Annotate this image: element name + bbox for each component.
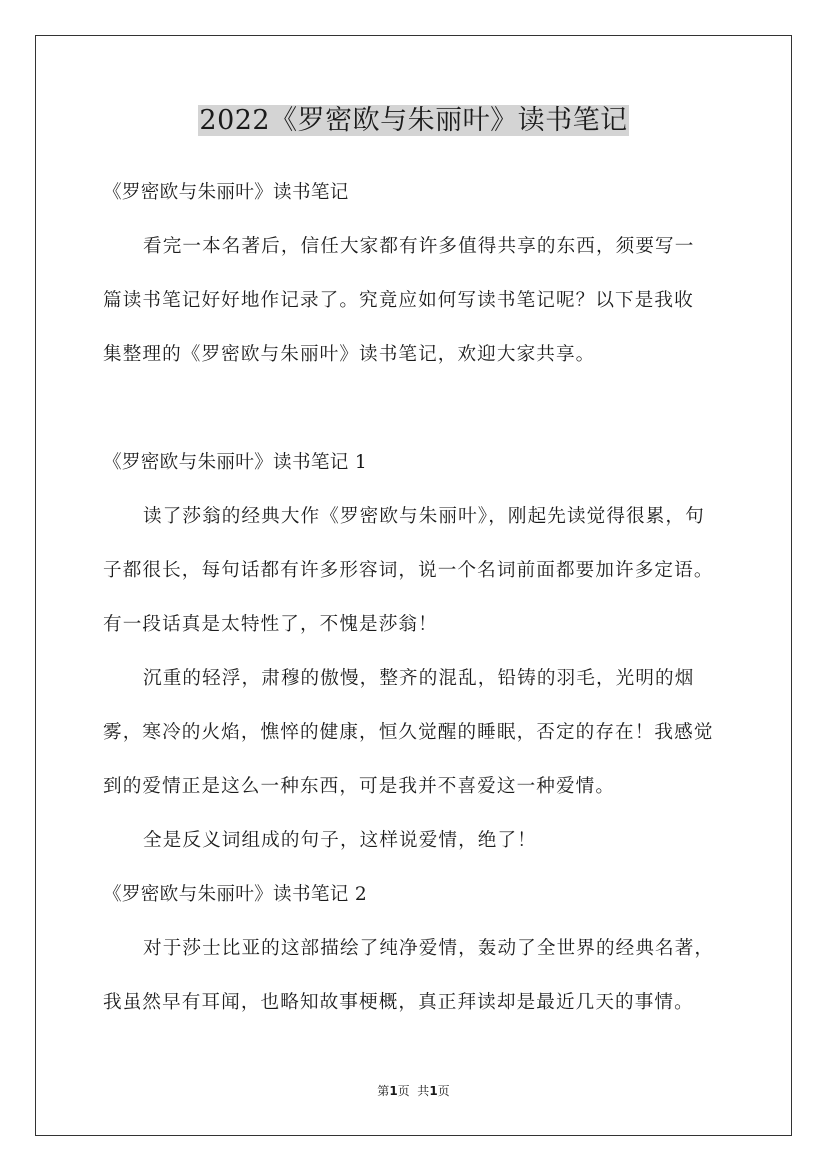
- document-title: [0, 101, 827, 141]
- intro-heading: 《罗密欧与朱丽叶》读书笔记: [103, 182, 349, 203]
- intro-line: 篇读书笔记好好地作记录了。究竟应如何写读书笔记呢？以下是我收: [103, 290, 694, 311]
- note2-p1-line: 我虽然早有耳闻，也略知故事梗概，真正拜读却是最近几天的事情。: [103, 992, 694, 1013]
- note1-p1-line: 有一段话真是太特性了，不愧是莎翁！: [103, 614, 438, 635]
- note1-p1-line: 子都很长，每句话都有许多形容词，说一个名词前面都要加许多定语。: [103, 560, 714, 581]
- note1-p1-line: 读了莎翁的经典大作《罗密欧与朱丽叶》，刚起先读觉得很累，句: [143, 506, 705, 527]
- note1-heading: 《罗密欧与朱丽叶》读书笔记 1: [103, 452, 367, 473]
- footer-page-prefix: 第: [377, 1084, 390, 1098]
- note2-p1-line: 对于莎士比亚的这部描绘了纯净爱情，轰动了全世界的经典名著，: [143, 938, 715, 959]
- note1-p2-line: 到的爱情正是这么一种东西，可是我并不喜爱这一种爱情。: [103, 776, 616, 797]
- footer-page-total: 1: [429, 1084, 438, 1098]
- footer-page-suffix: 页: [437, 1084, 450, 1098]
- note1-p2-line: 雾，寒冷的火焰，憔悴的健康，恒久觉醒的睡眠，否定的存在！我感觉: [103, 722, 714, 743]
- intro-line: 集整理的《罗密欧与朱丽叶》读书笔记，欢迎大家共享。: [103, 344, 596, 365]
- document-title-text: 2022《罗密欧与朱丽叶》读书笔记: [199, 105, 628, 136]
- footer-page-current: 1: [389, 1084, 398, 1098]
- page-footer: [0, 1083, 827, 1099]
- note1-p2-line: 沉重的轻浮，肃穆的傲慢，整齐的混乱，铅铸的羽毛，光明的烟: [143, 668, 695, 689]
- footer-page-mid: 页 共: [397, 1084, 430, 1098]
- note2-heading: 《罗密欧与朱丽叶》读书笔记 2: [103, 884, 367, 905]
- intro-line: 看完一本名著后，信任大家都有许多值得共享的东西，须要写一: [143, 236, 695, 257]
- note1-p3-line: 全是反义词组成的句子，这样说爱情，绝了！: [143, 830, 537, 851]
